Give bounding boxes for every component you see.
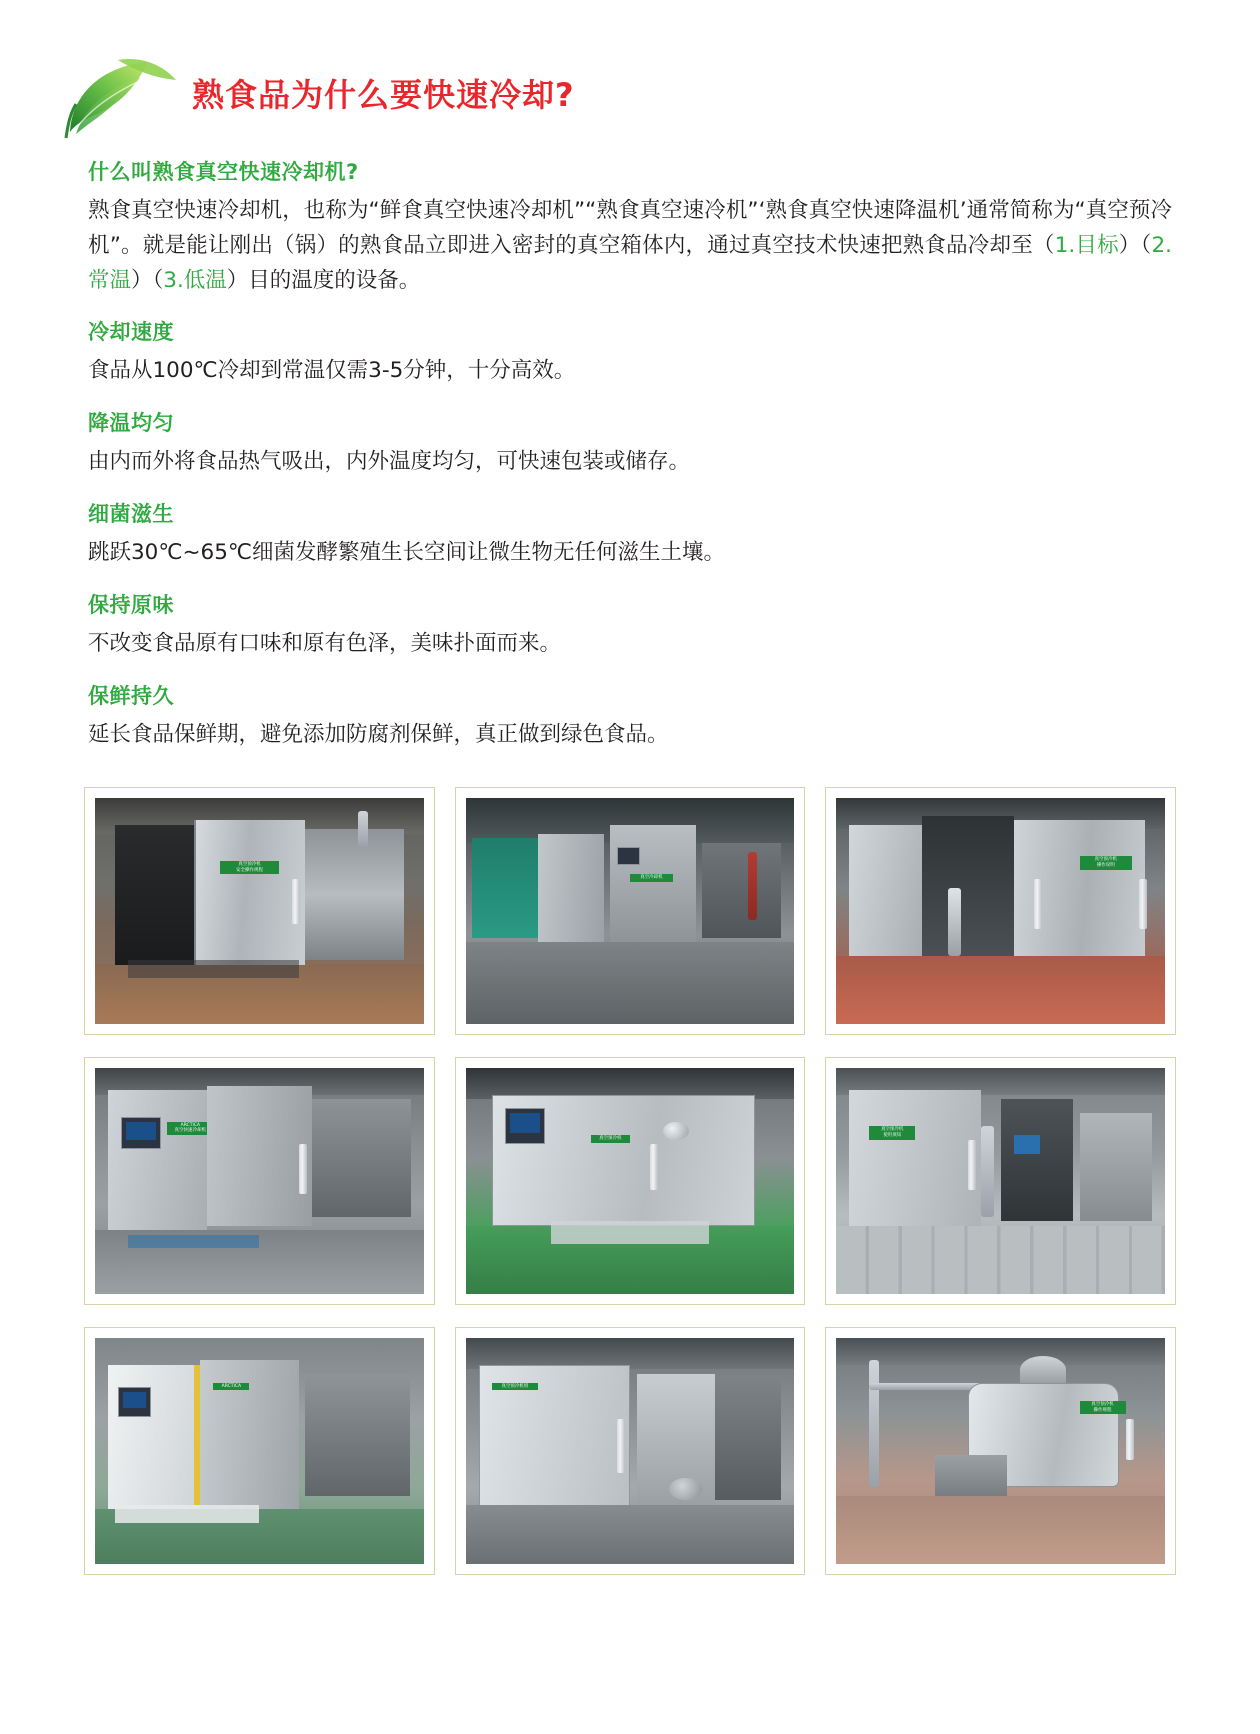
- photo-frame-2: [455, 787, 806, 1035]
- def-part-6: ）目的温度的设备。: [226, 267, 421, 293]
- photo-frame-6: [825, 1057, 1176, 1305]
- photo-frame-3: [825, 787, 1176, 1035]
- page-root: [0, 40, 1260, 1734]
- section-body-even-cooling: 由内而外将食品热气吸出，内外温度均匀，可快速包装或储存。: [88, 449, 691, 475]
- photo-vacuum-cooler-round-tank-piping: 真空预冷机 操作规程: [836, 1338, 1165, 1564]
- def-part-0: 熟食真空快速冷却机，也称为“鲜食真空快速冷却机”“熟食真空速冷机”‘熟食真空快速降温机’通常简称为“真空预冷机”。就是能让刚出（锅）的熟食品立即进入密封的真空箱体内，通过真空技术快速把熟食品冷却至（: [88, 198, 1172, 258]
- photo-frame-7: [84, 1327, 435, 1575]
- section-body-definition: [88, 194, 1172, 298]
- section-heading-cooling-speed: 冷却速度: [88, 320, 174, 345]
- section-heading-definition: 什么叫熟食真空快速冷却机?: [88, 160, 359, 184]
- photo-frame-4: [84, 1057, 435, 1305]
- def-part-3: 2.常温: [88, 232, 1172, 293]
- photo-vacuum-cooler-double-door-red-floor: 真空预冷机 操作说明: [836, 798, 1165, 1024]
- def-part-5: 3.低温: [163, 267, 227, 293]
- def-part-2: ）（: [1118, 232, 1152, 258]
- photo-frame-1: [84, 787, 435, 1035]
- article-body: [0, 156, 1260, 753]
- photo-vacuum-cooler-production-line-gray-floor: 真空冷却机: [466, 798, 795, 1024]
- def-part-1: 1.目标: [1054, 232, 1119, 258]
- green-leaf-icon: [62, 54, 182, 144]
- photo-gallery: [0, 787, 1260, 1575]
- photo-vacuum-cooler-with-pump-tile-floor: 真空预冷机 使用须知: [836, 1068, 1165, 1294]
- photo-vacuum-cooler-open-door-workshop: 真空预冷机 安全操作规程: [95, 798, 424, 1024]
- section-heading-freshness: 保鲜持久: [88, 683, 174, 708]
- photo-vacuum-cooler-control-panel-left: ARCTICA 真空快速冷却机: [95, 1068, 424, 1294]
- section-body-cooling-speed: 食品从100℃冷却到常温仅需3-5分钟，十分高效。: [88, 358, 576, 384]
- section-heading-bacteria: 细菌滋生: [88, 502, 174, 527]
- photo-vacuum-cooler-white-machine-workshop: ARCTICA: [95, 1338, 424, 1564]
- photo-vacuum-cooler-green-floor-cabinet: 真空预冷机: [466, 1068, 795, 1294]
- section-heading-even-cooling: 降温均匀: [88, 411, 174, 436]
- section-body-original-taste: 不改变食品原有口味和原有色泽，美味扑面而来。: [88, 630, 562, 656]
- photo-frame-9: [825, 1327, 1176, 1575]
- page-title: 熟食品为什么要快速冷却?: [192, 76, 575, 114]
- section-body-freshness: 延长食品保鲜期，避免添加防腐剂保鲜，真正做到绿色食品。: [88, 721, 669, 747]
- page-header: [0, 40, 1260, 150]
- photo-frame-5: [455, 1057, 806, 1305]
- section-body-bacteria: 跳跃30℃~65℃细菌发酵繁殖生长空间让微生物无任何滋生土壤。: [88, 540, 726, 566]
- photo-frame-8: [455, 1327, 806, 1575]
- photo-vacuum-cooler-large-chamber-trolley: 真空预冷机组: [466, 1338, 795, 1564]
- def-part-4: ）（: [131, 267, 164, 293]
- section-heading-original-taste: 保持原味: [88, 592, 174, 617]
